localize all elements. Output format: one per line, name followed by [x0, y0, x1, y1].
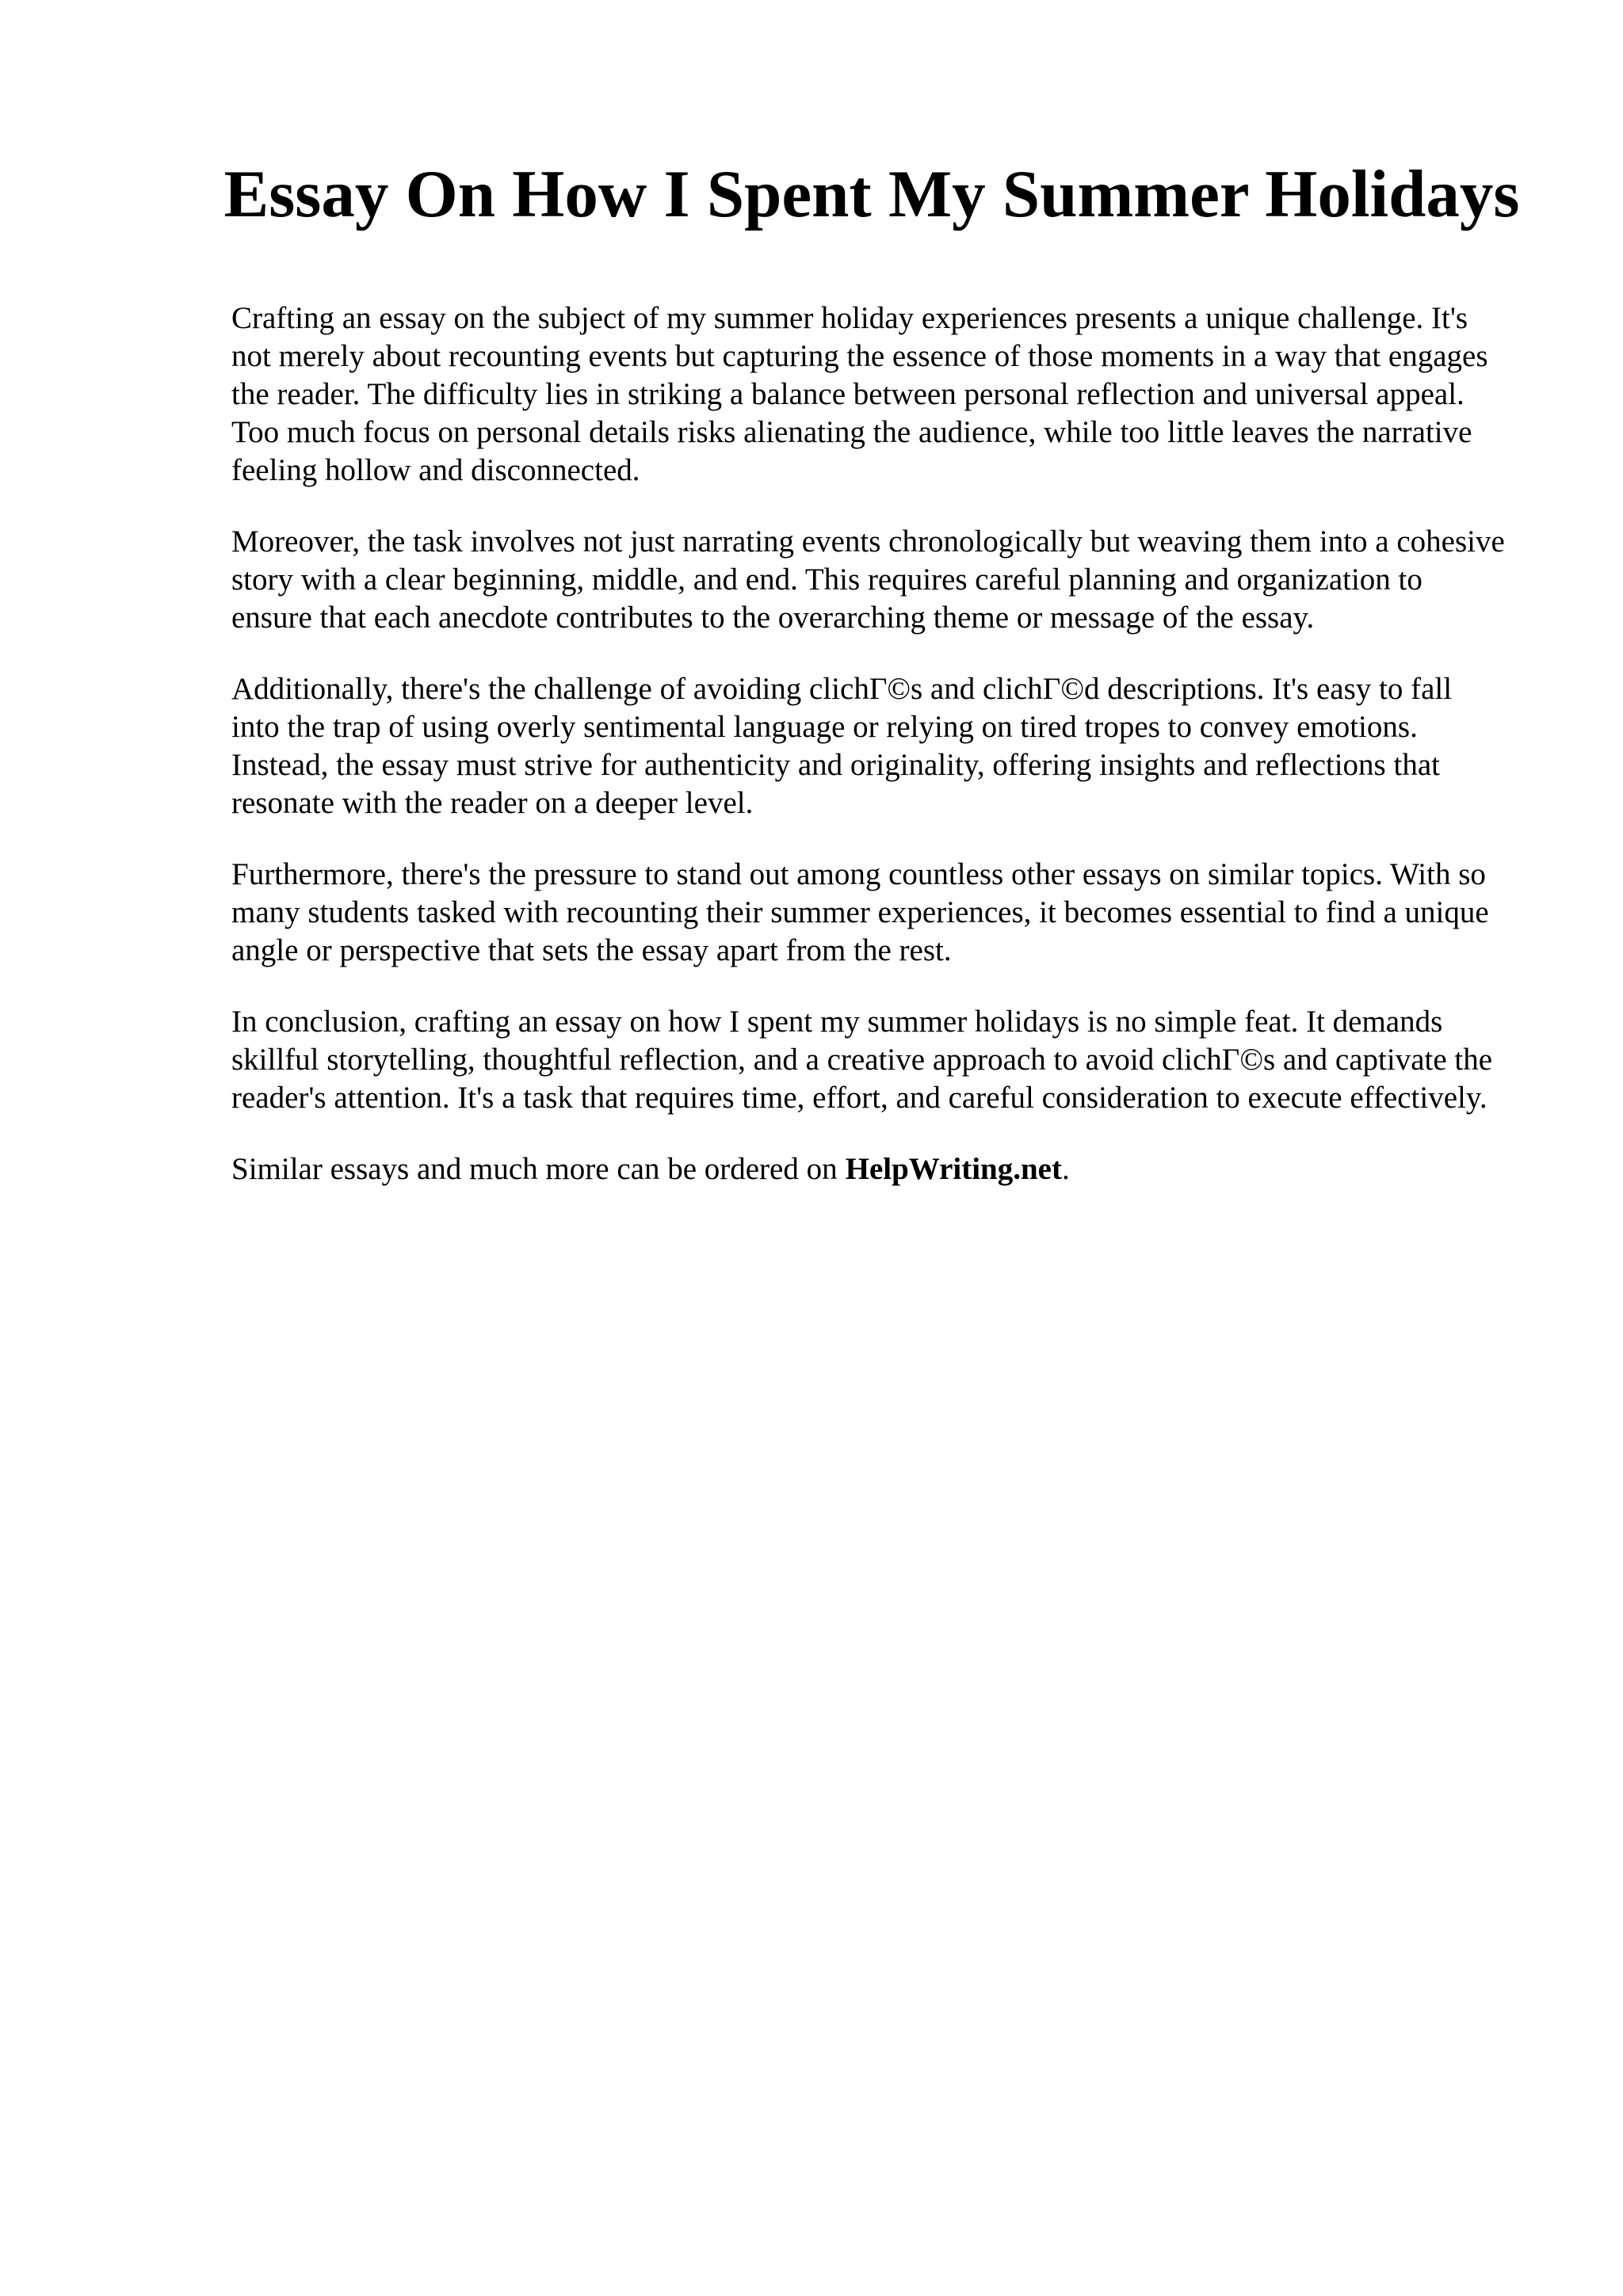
paragraph-5: In conclusion, crafting an essay on how I spent my summer holidays is no simple feat. It demands skillful storytelling, thoughtful reflection, and a creative approach to avoid clichΓ©s and captivate the reader's attention. It's a task that requires time, effort, and careful consideration to execute effectively. [231, 1005, 1493, 1115]
essay-body [231, 299, 1507, 1188]
paragraph-2: Moreover, the task involves not just narrating events chronologically but weaving them into a cohesive story with a clear beginning, middle, and end. This requires careful planning and organization to ensure that each anecdote contributes to the overarching theme or message of the essay. [231, 524, 1505, 635]
paragraph-1: Crafting an essay on the subject of my summer holiday experiences presents a unique challenge. It's not merely about recounting events but capturing the essence of those moments in a way that engages the reader. The difficulty lies in striking a balance between personal reflection and universal appeal. Too much focus on personal details risks alienating the audience, while too little leaves the narrative feeling hollow and disconnected. [231, 301, 1488, 487]
promo-line [231, 1150, 1507, 1188]
helpwriting-link[interactable]: HelpWriting.net [845, 1152, 1062, 1186]
promo-suffix: . [1061, 1152, 1070, 1186]
paragraph-3: Additionally, there's the challenge of avoiding clichΓ©s and clichΓ©d descriptions. It's easy to fall into the trap of using overly sentimental language or relying on tired tropes to convey emotions. Instead, the essay must strive for authenticity and originality, offering insights and reflections that resonate with the reader on a deeper level. [231, 672, 1453, 820]
page-title: Essay On How I Spent My Summer Holidays [223, 157, 1520, 231]
promo-text: Similar essays and much more can be ordered on [231, 1152, 838, 1186]
paragraph-4: Furthermore, there's the pressure to stand out among countless other essays on similar topics. With so many students tasked with recounting their summer experiences, it becomes essential to find a unique angle or perspective that sets the essay apart from the rest. [231, 857, 1489, 967]
